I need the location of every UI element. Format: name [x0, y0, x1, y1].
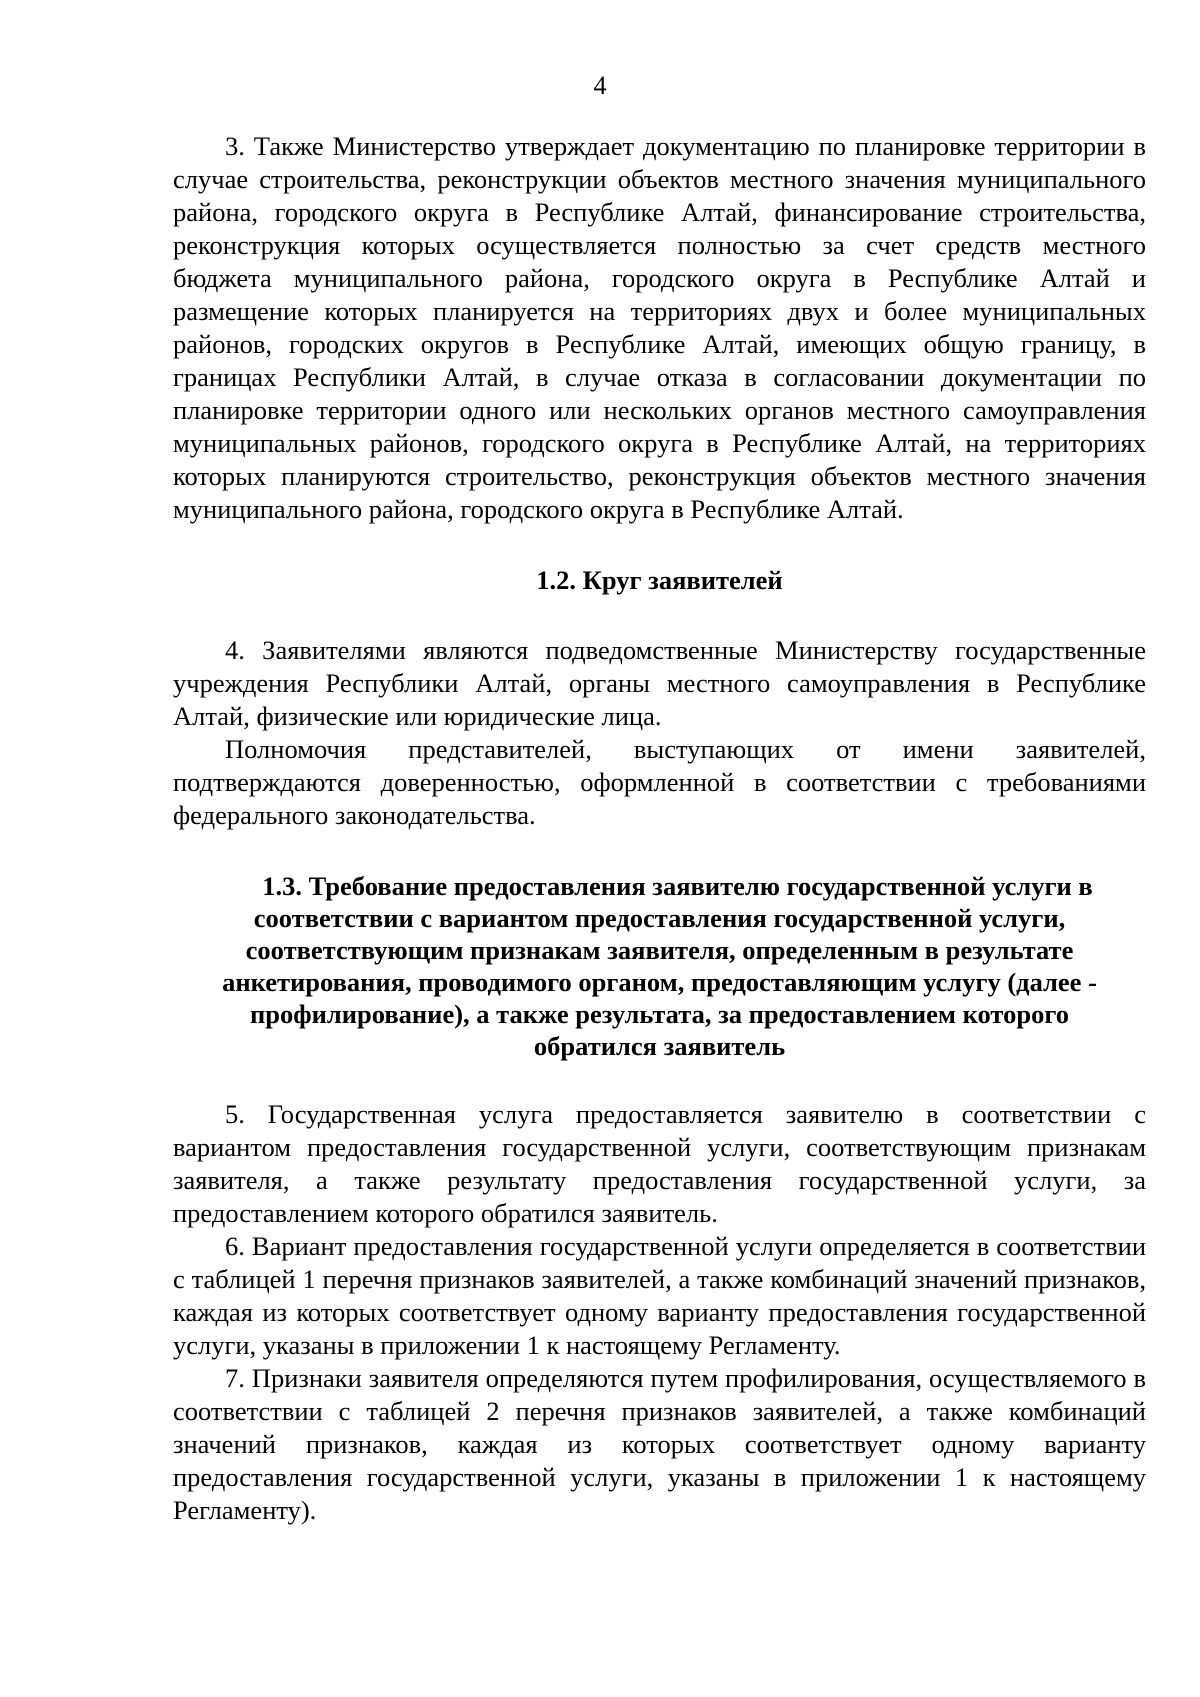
paragraph-4: 4. Заявителями являются подведомственные Министерству государственные учреждения Республики Алтай, органы местного самоуправления в Республике Алтай, физические или юридические лица.	[173, 635, 1146, 731]
paragraph-6: 6. Вариант предоставления государственной услуги определяется в соответствии с таблицей 1 перечня признаков заявителей, а также комбинаций значений признаков, каждая из которых соответствует одному варианту предоставления государственной услуги, указаны в приложении 1 к настоящему Регламенту.	[173, 1231, 1146, 1360]
section-1-2-heading: 1.2. Круг заявителей	[536, 565, 783, 595]
paragraph-3: 3. Также Министерство утверждает документацию по планировке территории в случае строительства, реконструкции объектов местного значения муниципального района, городского округа в Республике Алтай, финансирование строительства, реконструкция которых осуществляется полностью за счет средств местного бюджета муниципального района, городского округа в Республике Алтай и размещение которых планируется на территориях двух и более муниципальных районов, городских округов в Республике Алтай, имеющих общую границу, в границах Республики Алтай, в случае отказа в согласовании документации по планировке территории одного или нескольких органов местного самоуправления муниципальных районов, городского округа в Республике Алтай, на территориях которых планируются строительство, реконструкция объектов местного значения муниципального района, городского округа в Республике Алтай.	[173, 131, 1146, 524]
section-1-3-heading: 1.3. Требование предоставления заявителю государственной услуги в соответствии с вариантом предоставления государственной услуги, соответствующим признакам заявителя, определенным в результате анкетирования, проводимого органом, предоставляющим услугу (далее - профилирование), а также результата, за предоставлением которого обратился заявитель	[222, 871, 1097, 1061]
paragraph-5: 5. Государственная услуга предоставляется заявителю в соответствии с вариантом предоставления государственной услуги, соответствующим признакам заявителя, а также результату предоставления государственной услуги, за предоставлением которого обратился заявитель.	[173, 1099, 1146, 1228]
paragraph-7: 7. Признаки заявителя определяются путем профилирования, осуществляемого в соответствии с таблицей 2 перечня признаков заявителей, а также комбинаций значений признаков, каждая из которых соответствует одному варианту предоставления государственной услуги, указаны в приложении 1 к настоящему Регламенту).	[173, 1363, 1146, 1525]
page-number: 4	[593, 71, 607, 100]
paragraph-4-continuation: Полномочия представителей, выступающих от имени заявителей, подтверждаются доверенностью, оформленной в соответствии с требованиями федерального законодательства.	[173, 734, 1146, 830]
document-body	[173, 130, 1146, 1527]
